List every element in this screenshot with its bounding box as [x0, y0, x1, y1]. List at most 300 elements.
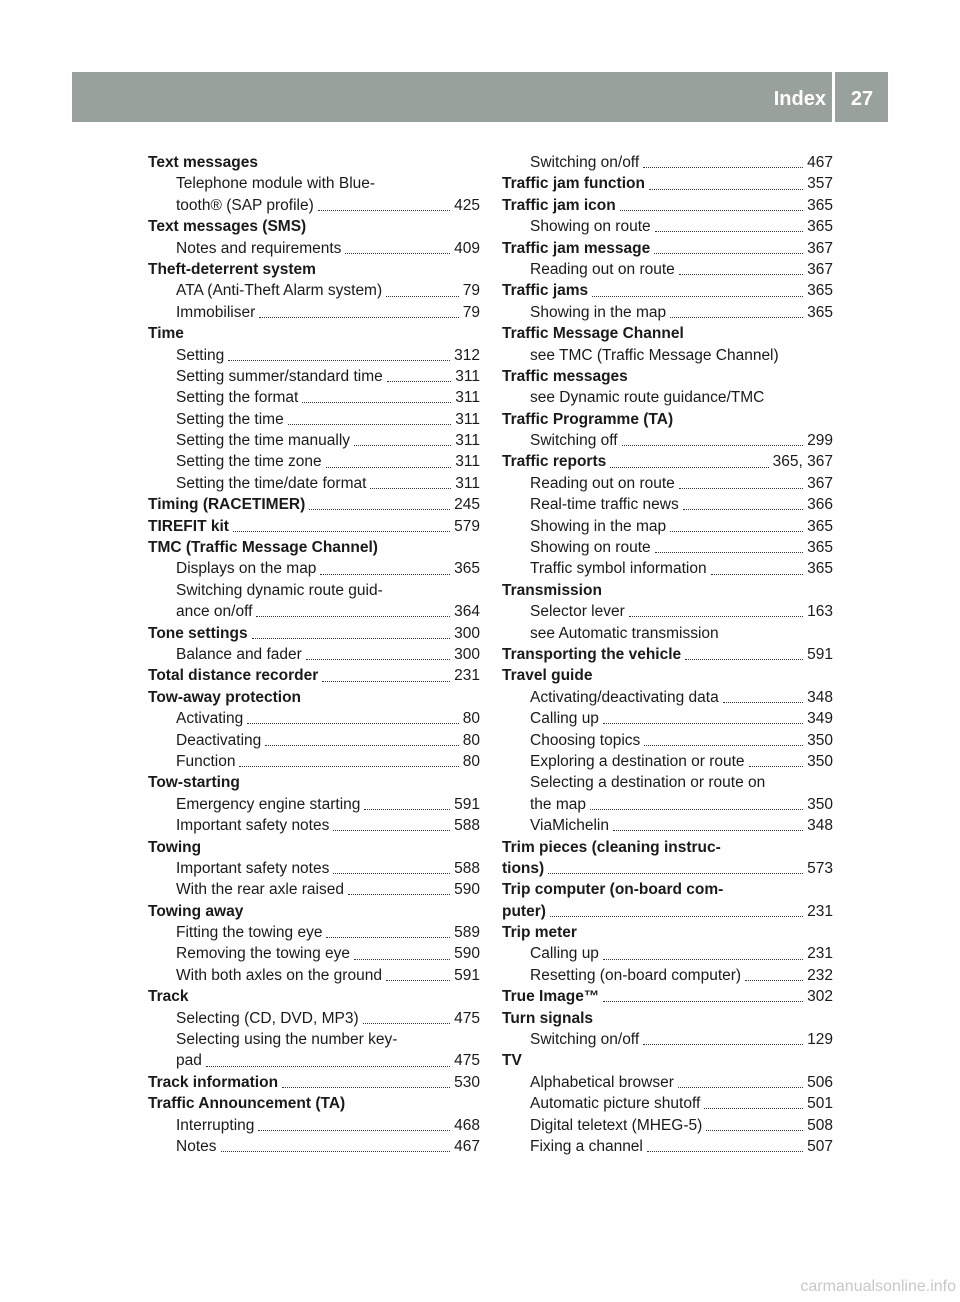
- entry-text: True Image™: [502, 988, 600, 1006]
- index-subentry: [148, 1136, 480, 1157]
- index-subentry: [502, 751, 833, 772]
- page-reference: 365: [807, 539, 833, 557]
- index-subentry: [148, 965, 480, 986]
- entry-text: ViaMichelin: [530, 817, 609, 835]
- index-entry: [502, 858, 833, 879]
- page-reference: 245: [454, 496, 480, 514]
- entry-text: Exploring a destination or route: [530, 752, 745, 770]
- dot-leader: [647, 1151, 803, 1152]
- index-subentry: [502, 1093, 833, 1114]
- entry-text: Selector lever: [530, 603, 625, 621]
- page-reference: 350: [807, 795, 833, 813]
- page-reference: 299: [807, 432, 833, 450]
- entry-text: Showing on route: [530, 539, 651, 557]
- entry-text: Immobiliser: [176, 303, 256, 321]
- index-subentry: [148, 943, 480, 964]
- dot-leader: [247, 723, 459, 724]
- dot-leader: [649, 189, 803, 190]
- page-reference: 231: [454, 667, 480, 685]
- entry-text: Activating: [176, 710, 244, 728]
- dot-leader: [386, 296, 459, 297]
- entry-text: Traffic jam message: [502, 239, 651, 257]
- entry-text: Timing (RACETIMER): [148, 496, 306, 514]
- dot-leader: [610, 467, 768, 468]
- page-reference: 467: [807, 154, 833, 171]
- dot-leader: [228, 360, 450, 361]
- page-reference: 589: [454, 924, 480, 942]
- index-subentry: [148, 558, 480, 579]
- index-subentry: [502, 601, 833, 622]
- entry-text: Reading out on route: [530, 260, 675, 278]
- entry-text: Setting the time/date format: [176, 474, 367, 492]
- page-reference: 80: [462, 731, 480, 749]
- entry-text: Traffic symbol information: [530, 560, 707, 578]
- page-reference: 591: [454, 966, 480, 984]
- index-subentry: [148, 1029, 480, 1050]
- dot-leader: [259, 317, 459, 318]
- dot-leader: [354, 959, 450, 960]
- page-reference: 79: [462, 282, 480, 300]
- page-reference: 350: [807, 752, 833, 770]
- dot-leader: [749, 766, 804, 767]
- entry-text: Setting the time: [176, 410, 284, 428]
- page-reference: 367: [807, 260, 833, 278]
- page-number: 27: [850, 88, 874, 110]
- index-subentry: [148, 1008, 480, 1029]
- index-entry: [148, 494, 480, 515]
- page-reference: 357: [807, 175, 833, 193]
- entry-text: With both axles on the ground: [176, 966, 382, 984]
- entry-text: Switching dynamic route guid-: [176, 581, 383, 599]
- index-entry: [148, 516, 480, 537]
- page-reference: 365: [807, 560, 833, 578]
- dot-leader: [322, 681, 450, 682]
- dot-leader: [620, 210, 803, 211]
- index-entry: [148, 901, 480, 922]
- entry-text: Setting the time manually: [176, 432, 351, 450]
- dot-leader: [603, 723, 803, 724]
- index-subentry: [148, 302, 480, 323]
- index-subentry: [148, 1115, 480, 1136]
- dot-leader: [629, 616, 803, 617]
- entry-text: Showing in the map: [530, 303, 667, 321]
- index-subentry: [148, 451, 480, 472]
- page-reference: 365, 367: [772, 453, 833, 471]
- entry-text: Traffic Programme (TA): [502, 410, 674, 428]
- dot-leader: [345, 253, 450, 254]
- page-reference: 349: [807, 710, 833, 728]
- index-subentry: [502, 494, 833, 515]
- index-subentry: [502, 259, 833, 280]
- entry-text: Reading out on route: [530, 474, 675, 492]
- dot-leader: [643, 167, 803, 168]
- index-subentry: [148, 794, 480, 815]
- entry-text: Tone settings: [148, 624, 248, 642]
- entry-text: the map: [530, 795, 587, 813]
- index-entry: [502, 238, 833, 259]
- index-subentry: [502, 1029, 833, 1050]
- dot-leader: [706, 1130, 803, 1131]
- page-reference: 366: [807, 496, 833, 514]
- dot-leader: [622, 445, 804, 446]
- dot-leader: [239, 766, 458, 767]
- dot-leader: [258, 1130, 450, 1131]
- entry-text: Traffic messages: [502, 367, 628, 385]
- entry-text: Traffic Announcement (TA): [148, 1095, 346, 1113]
- entry-text: With the rear axle raised: [176, 881, 344, 899]
- index-subentry: [148, 580, 480, 601]
- page-reference: 231: [807, 945, 833, 963]
- dot-leader: [644, 745, 803, 746]
- dot-leader: [256, 616, 450, 617]
- entry-text: Calling up: [530, 710, 599, 728]
- dot-leader: [643, 1044, 803, 1045]
- index-subentry: [502, 216, 833, 237]
- dot-leader: [309, 509, 450, 510]
- entry-text: Showing in the map: [530, 517, 667, 535]
- index-entry: [502, 644, 833, 665]
- page-reference: 409: [454, 239, 480, 257]
- dot-leader: [265, 745, 458, 746]
- page-reference: 591: [807, 645, 833, 663]
- page-reference: 364: [454, 603, 480, 621]
- index-subentry: [148, 1050, 480, 1071]
- index-subentry: [502, 943, 833, 964]
- index-subentry: [502, 387, 833, 408]
- index-entry: [148, 986, 480, 1007]
- entry-text: Emergency engine starting: [176, 795, 361, 813]
- index-subentry: [148, 601, 480, 622]
- entry-text: Fitting the towing eye: [176, 924, 323, 942]
- index-subentry: [502, 794, 833, 815]
- index-entry: [502, 580, 833, 601]
- dot-leader: [306, 659, 450, 660]
- header-divider: [832, 72, 835, 122]
- entry-text: Selecting using the number key-: [176, 1031, 398, 1049]
- dot-leader: [333, 830, 450, 831]
- entry-text: see TMC (Traffic Message Channel): [530, 346, 779, 364]
- index-subentry: [148, 815, 480, 836]
- index-subentry: [502, 302, 833, 323]
- index-subentry: [148, 922, 480, 943]
- index-subentry: [148, 387, 480, 408]
- dot-leader: [318, 210, 450, 211]
- entry-text: Turn signals: [502, 1009, 594, 1027]
- entry-text: Calling up: [530, 945, 599, 963]
- page-reference: 365: [807, 196, 833, 214]
- dot-leader: [354, 445, 451, 446]
- index-subentry: [502, 965, 833, 986]
- entry-text: Trip meter: [502, 924, 577, 942]
- entry-text: Setting summer/standard time: [176, 367, 383, 385]
- dot-leader: [333, 873, 450, 874]
- index-subentry: [148, 473, 480, 494]
- index-entry: [148, 665, 480, 686]
- dot-leader: [683, 509, 803, 510]
- dot-leader: [252, 638, 451, 639]
- index-subentry: [148, 345, 480, 366]
- page-reference: 311: [455, 474, 480, 492]
- entry-text: Tow-starting: [148, 774, 240, 792]
- index-subentry: [502, 473, 833, 494]
- index-subentry: [502, 623, 833, 644]
- index-subentry: [502, 516, 833, 537]
- index-entry: [502, 280, 833, 301]
- entry-text: TMC (Traffic Message Channel): [148, 539, 378, 557]
- index-subentry: [502, 708, 833, 729]
- index-subentry: [148, 430, 480, 451]
- entry-text: Setting: [176, 346, 225, 364]
- index-entry: [148, 623, 480, 644]
- dot-leader: [206, 1066, 450, 1067]
- index-entry: [148, 1093, 480, 1114]
- index-entry: [502, 879, 833, 900]
- page-reference: 475: [454, 1009, 480, 1027]
- index-subentry: [502, 815, 833, 836]
- dot-leader: [654, 253, 803, 254]
- entry-text: Track: [148, 988, 189, 1006]
- dot-leader: [670, 317, 803, 318]
- entry-text: Text messages (SMS): [148, 218, 307, 236]
- index-subentry: [502, 537, 833, 558]
- entry-text: Selecting a destination or route on: [530, 774, 766, 792]
- dot-leader: [386, 980, 450, 981]
- index-entry: [502, 1008, 833, 1029]
- entry-text: see Automatic transmission: [530, 624, 719, 642]
- page-reference: 365: [807, 218, 833, 236]
- dot-leader: [679, 274, 803, 275]
- index-entry: [148, 1072, 480, 1093]
- index-entry: [148, 259, 480, 280]
- index-entry: [502, 901, 833, 922]
- index-entry: [502, 195, 833, 216]
- index-subentry: [148, 858, 480, 879]
- dot-leader: [221, 1151, 451, 1152]
- page-reference: 80: [462, 752, 480, 770]
- index-entry: [502, 173, 833, 194]
- entry-text: Trip computer (on-board com-: [502, 881, 724, 899]
- entry-text: Setting the format: [176, 389, 299, 407]
- index-entry: [502, 986, 833, 1007]
- page-reference: 507: [807, 1137, 833, 1155]
- dot-leader: [548, 873, 803, 874]
- page-reference: 80: [462, 710, 480, 728]
- page-reference: 506: [807, 1073, 833, 1091]
- page-reference: 312: [454, 346, 480, 364]
- entry-text: Traffic Message Channel: [502, 325, 684, 343]
- dot-leader: [348, 894, 450, 895]
- index-subentry: [502, 1115, 833, 1136]
- entry-text: Real-time traffic news: [530, 496, 679, 514]
- page-reference: 365: [807, 517, 833, 535]
- dot-leader: [745, 980, 803, 981]
- index-subentry: [148, 173, 480, 194]
- dot-leader: [603, 1001, 803, 1002]
- index-subentry: [502, 1072, 833, 1093]
- dot-leader: [550, 916, 803, 917]
- entry-text: Fixing a channel: [530, 1137, 643, 1155]
- entry-text: Choosing topics: [530, 731, 641, 749]
- dot-leader: [603, 959, 803, 960]
- index-subentry: [502, 152, 833, 173]
- entry-text: Notes: [176, 1137, 217, 1155]
- entry-text: Track information: [148, 1073, 279, 1091]
- index-entry: [502, 837, 833, 858]
- index-subentry: [502, 345, 833, 366]
- page-reference: 129: [807, 1031, 833, 1049]
- page-reference: 311: [455, 389, 480, 407]
- page-reference: 232: [807, 966, 833, 984]
- page-reference: 467: [454, 1137, 480, 1155]
- entry-text: Digital teletext (MHEG-5): [530, 1116, 703, 1134]
- page-reference: 365: [807, 303, 833, 321]
- dot-leader: [685, 659, 803, 660]
- index-column-right: [502, 152, 833, 1157]
- page-reference: 475: [454, 1052, 480, 1070]
- dot-leader: [233, 531, 450, 532]
- page-reference: 348: [807, 688, 833, 706]
- entry-text: Travel guide: [502, 667, 593, 685]
- index-subentry: [502, 430, 833, 451]
- dot-leader: [326, 467, 452, 468]
- index-subentry: [148, 708, 480, 729]
- index-subentry: [502, 730, 833, 751]
- entry-text: Theft-deterrent system: [148, 260, 316, 278]
- page-reference: 79: [462, 303, 480, 321]
- index-entry: [148, 216, 480, 237]
- page-reference: 300: [454, 645, 480, 663]
- dot-leader: [678, 1087, 803, 1088]
- entry-text: Important safety notes: [176, 817, 330, 835]
- page-reference: 311: [455, 453, 480, 471]
- index-subentry: [148, 751, 480, 772]
- index-subentry: [502, 772, 833, 793]
- page-reference: 579: [454, 517, 480, 535]
- index-subentry: [148, 409, 480, 430]
- page-reference: 311: [455, 367, 480, 385]
- entry-text: Setting the time zone: [176, 453, 322, 471]
- entry-text: Switching off: [530, 432, 618, 450]
- entry-text: Selecting (CD, DVD, MP3): [176, 1009, 359, 1027]
- index-subentry: [148, 195, 480, 216]
- page-reference: 573: [807, 859, 833, 877]
- page-reference: 365: [807, 282, 833, 300]
- index-entry: [502, 409, 833, 430]
- page-reference: 367: [807, 239, 833, 257]
- entry-text: Transporting the vehicle: [502, 645, 682, 663]
- entry-text: Function: [176, 752, 236, 770]
- page-reference: 530: [454, 1073, 480, 1091]
- page-reference: 302: [807, 988, 833, 1006]
- entry-text: ATA (Anti-Theft Alarm system): [176, 282, 383, 300]
- entry-text: Traffic jams: [502, 282, 589, 300]
- dot-leader: [655, 552, 803, 553]
- entry-text: Total distance recorder: [148, 667, 319, 685]
- entry-text: puter): [502, 902, 546, 920]
- entry-text: Alphabetical browser: [530, 1073, 674, 1091]
- index-entry: [148, 323, 480, 344]
- dot-leader: [655, 231, 803, 232]
- entry-text: TIREFIT kit: [148, 517, 229, 535]
- entry-text: Traffic jam function: [502, 175, 645, 193]
- dot-leader: [320, 574, 450, 575]
- index-subentry: [148, 280, 480, 301]
- entry-text: Balance and fader: [176, 645, 302, 663]
- entry-text: Time: [148, 325, 184, 343]
- index-column-left: [148, 152, 480, 1157]
- page-reference: 591: [454, 795, 480, 813]
- page-reference: 501: [807, 1095, 833, 1113]
- index-entry: [148, 687, 480, 708]
- entry-text: Interrupting: [176, 1116, 255, 1134]
- dot-leader: [370, 488, 451, 489]
- index-entry: [502, 1050, 833, 1071]
- dot-leader: [679, 488, 803, 489]
- dot-leader: [670, 531, 803, 532]
- entry-text: Switching on/off: [530, 154, 640, 171]
- page-reference: 508: [807, 1116, 833, 1134]
- index-entry: [502, 922, 833, 943]
- entry-text: Traffic reports: [502, 453, 607, 471]
- index-entry: [502, 366, 833, 387]
- entry-text: Text messages: [148, 154, 258, 171]
- dot-leader: [711, 574, 804, 575]
- page-reference: 311: [455, 410, 480, 428]
- entry-text: Displays on the map: [176, 560, 317, 578]
- dot-leader: [282, 1087, 450, 1088]
- entry-text: Resetting (on-board computer): [530, 966, 742, 984]
- section-title: Index: [773, 88, 826, 110]
- dot-leader: [364, 809, 450, 810]
- dot-leader: [592, 296, 803, 297]
- page-reference: 311: [455, 432, 480, 450]
- dot-leader: [590, 809, 803, 810]
- entry-text: Transmission: [502, 581, 602, 599]
- index-entry: [148, 152, 480, 173]
- page-reference: 590: [454, 945, 480, 963]
- entry-text: Towing: [148, 838, 202, 856]
- page-reference: 588: [454, 859, 480, 877]
- index-entry: [148, 537, 480, 558]
- page-reference: 588: [454, 817, 480, 835]
- page-reference: 367: [807, 474, 833, 492]
- entry-text: see Dynamic route guidance/TMC: [530, 389, 765, 407]
- entry-text: TV: [502, 1052, 522, 1070]
- index-subentry: [148, 366, 480, 387]
- index-subentry: [148, 644, 480, 665]
- page-reference: 350: [807, 731, 833, 749]
- entry-text: tooth® (SAP profile): [176, 196, 314, 214]
- dot-leader: [288, 424, 452, 425]
- page-reference: 300: [454, 624, 480, 642]
- index-entry: [148, 837, 480, 858]
- entry-text: Removing the towing eye: [176, 945, 351, 963]
- index-subentry: [148, 730, 480, 751]
- page-reference: 231: [807, 902, 833, 920]
- entry-text: Towing away: [148, 902, 244, 920]
- entry-text: pad: [176, 1052, 202, 1070]
- entry-text: Important safety notes: [176, 859, 330, 877]
- index-subentry: [502, 1136, 833, 1157]
- dot-leader: [363, 1023, 451, 1024]
- index-subentry: [502, 558, 833, 579]
- index-subentry: [148, 879, 480, 900]
- entry-text: tions): [502, 859, 545, 877]
- entry-text: Trim pieces (cleaning instruc-: [502, 838, 721, 856]
- dot-leader: [723, 702, 803, 703]
- watermark: carmanualsonline.info: [800, 1278, 956, 1295]
- entry-text: Telephone module with Blue-: [176, 175, 376, 193]
